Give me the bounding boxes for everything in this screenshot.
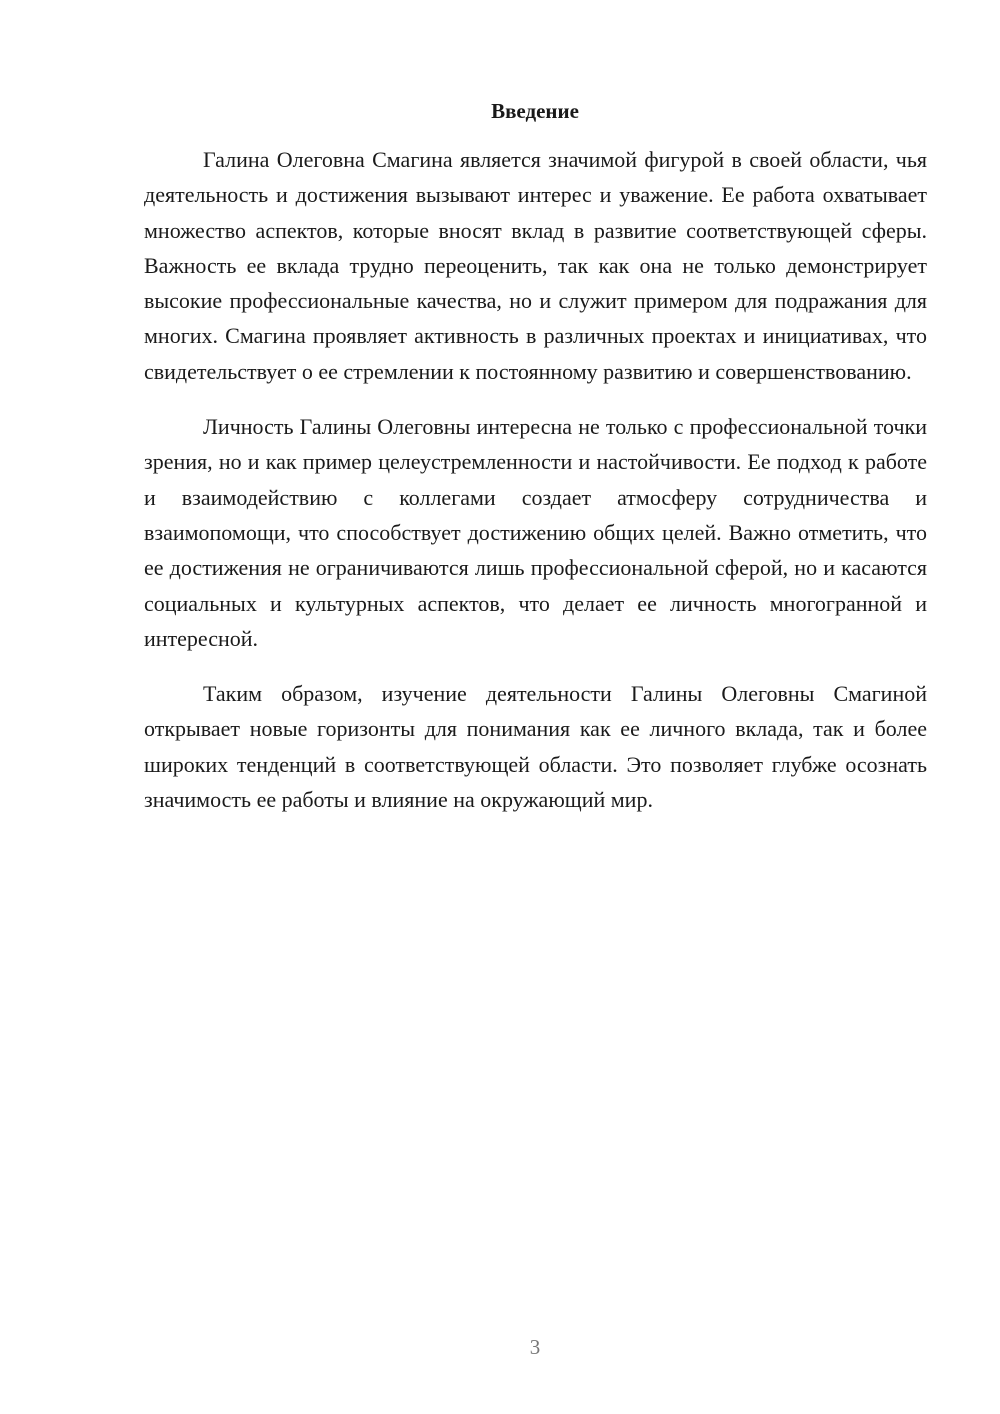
body-text xyxy=(144,142,927,837)
section-heading: Введение xyxy=(491,99,579,123)
page-number: 3 xyxy=(529,1335,541,1359)
paragraph-3: Таким образом, изучение деятельности Галины Олеговны Смагиной открывает новые горизонты для понимания как ее личного вклада, так и более широких тенденций в соответствующей области. Это позволяет глубже осознать значимость ее работы и влияние на окружающий мир. xyxy=(144,681,927,813)
paragraph-1: Галина Олеговна Смагина является значимой фигурой в своей области, чья деятельность и достижения вызывают интерес и уважение. Ее работа охватывает множество аспектов, которые вносят вклад в развитие соответствующей сферы. Важность ее вклада трудно переоценить, так как она не только демонстрирует высокие профессиональные качества, но и служит примером для подражания для многих. Смагина проявляет активность в различных проектах и инициативах, что свидетельствует о ее стремлении к постоянному развитию и совершенствованию. xyxy=(144,147,927,384)
paragraph-2: Личность Галины Олеговны интересна не только с профессиональной точки зрения, но и как пример целеустремленности и настойчивости. Ее подход к работе и взаимодействию с коллегами создает атмосферу сотрудничества и взаимопомощи, что способствует достижению общих целей. Важно отметить, что ее достижения не ограничиваются лишь профессиональной сферой, но и касаются социальных и культурных аспектов, что делает ее личность многогранной и интересной. xyxy=(144,414,927,651)
